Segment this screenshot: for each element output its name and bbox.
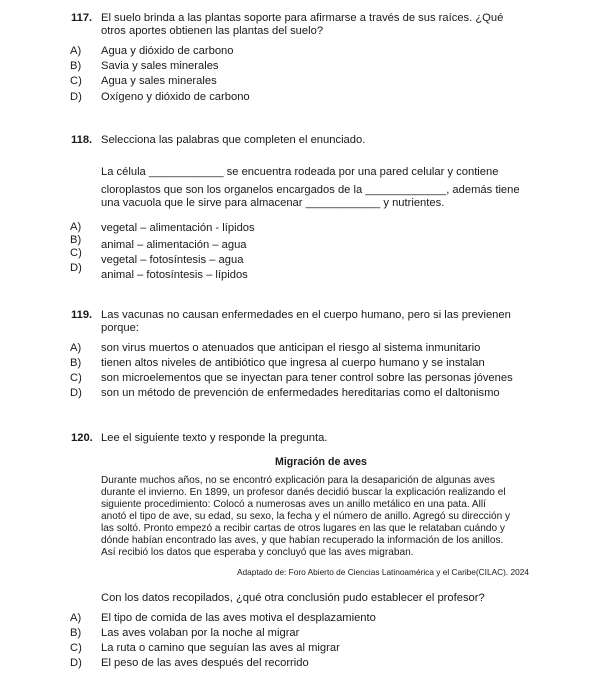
option-text: son microelementos que se inyectan para tener control sobre las personas jóvenes <box>101 372 513 384</box>
option-text: animal – fotosíntesis – lípidos <box>101 269 248 281</box>
option-text: animal – alimentación – agua <box>101 239 247 251</box>
option-text: Agua y sales minerales <box>101 75 217 87</box>
question-stem-line: otros aportes obtienen las plantas del suelo? <box>101 25 324 37</box>
option-text: Agua y dióxido de carbono <box>101 45 234 57</box>
option-text: Oxígeno y dióxido de carbono <box>101 91 250 103</box>
passage-line: dónde habían encontrado las aves, y que habían recuperado la información de los anillos. <box>101 535 504 546</box>
question-stem-line: porque: <box>101 322 139 334</box>
option-letter: B) <box>70 357 82 369</box>
question-number: 120. <box>71 432 93 444</box>
question-number: 118. <box>71 134 93 146</box>
statement-line: La célula ____________ se encuentra rodeada por una pared celular y contiene <box>101 166 499 178</box>
option-letter: B) <box>70 234 82 246</box>
option-letter: B) <box>70 627 82 639</box>
option-text: son un método de prevención de enfermedades hereditarias como el daltonismo <box>101 387 500 399</box>
passage-line: las soltó. Pronto empezó a recibir cartas de otros lugares en las que le relataban cuándo y <box>101 523 505 534</box>
option-letter: A) <box>70 45 82 57</box>
option-text: El tipo de comida de las aves motiva el desplazamiento <box>101 612 376 624</box>
question-stem-line: Selecciona las palabras que completen el enunciado. <box>101 134 366 146</box>
passage-line: Así recibió los datos que esperaba y concluyó que las aves migraban. <box>101 547 414 558</box>
option-letter: D) <box>70 657 82 669</box>
statement-line: cloroplastos que son los organelos encargados de la _____________, además tiene <box>101 184 520 196</box>
option-text: La ruta o camino que seguían las aves al migrar <box>101 642 340 654</box>
option-text: Savia y sales minerales <box>101 60 219 72</box>
question-number: 119. <box>71 309 93 321</box>
option-letter: A) <box>70 221 82 233</box>
option-text: El peso de las aves después del recorrido <box>101 657 309 669</box>
option-letter: C) <box>70 642 82 654</box>
option-text: son virus muertos o atenuados que anticipan el riesgo al sistema inmunitario <box>101 342 481 354</box>
statement-line: una vacuola que le sirve para almacenar ____________ y nutrientes. <box>101 197 445 209</box>
option-text: vegetal – alimentación - lípidos <box>101 222 255 234</box>
question-stem-line: Las vacunas no causan enfermedades en el cuerpo humano, pero si las previenen <box>101 309 511 321</box>
option-text: tienen altos niveles de antibiótico que ingresa al cuerpo humano y se instalan <box>101 357 485 369</box>
question-number: 117. <box>71 12 93 24</box>
option-letter: C) <box>70 75 82 87</box>
option-letter: C) <box>70 372 82 384</box>
passage-line: anotó el tipo de ave, su edad, su sexo, la fecha y el número de anillo. Agregó su dirección y <box>101 511 511 522</box>
option-letter: A) <box>70 612 82 624</box>
passage-source: Adaptado de: Foro Abierto de Ciencias Latinoamérica y el Caribe(CILAC). 2024 <box>237 567 529 577</box>
option-letter: D) <box>70 387 82 399</box>
passage-line: siguiente procedimiento: Colocó a numerosas aves un anillo metálico en una pata. Allí <box>101 499 486 510</box>
sub-question: Con los datos recopilados, ¿qué otra conclusión pudo establecer el profesor? <box>101 592 485 604</box>
option-letter: D) <box>70 262 82 274</box>
option-text: vegetal – fotosíntesis – agua <box>101 254 244 266</box>
question-stem-line: El suelo brinda a las plantas soporte para afirmarse a través de sus raíces. ¿Qué <box>101 12 504 24</box>
option-letter: A) <box>70 342 82 354</box>
option-letter: C) <box>70 247 82 259</box>
option-letter: B) <box>70 60 82 72</box>
passage-line: Durante muchos años, no se encontró explicación para la desaparición de algunas aves <box>101 475 495 486</box>
option-text: Las aves volaban por la noche al migrar <box>101 627 300 639</box>
passage-line: durante el invierno. En 1899, un profesor danés decidió buscar la explicación realizando el <box>101 487 506 498</box>
passage-title: Migración de aves <box>275 456 367 468</box>
question-stem-line: Lee el siguiente texto y responde la pregunta. <box>101 432 328 444</box>
option-letter: D) <box>70 91 82 103</box>
